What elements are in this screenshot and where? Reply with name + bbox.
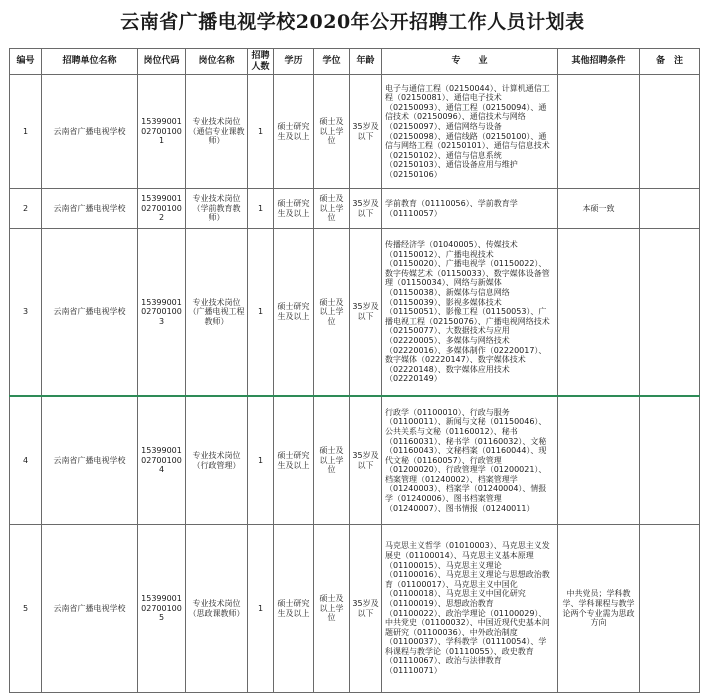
cell-degree: 硕士及以上学位 xyxy=(314,189,350,229)
cell-note xyxy=(640,396,700,525)
header-code: 岗位代码 xyxy=(138,49,186,75)
header-row xyxy=(10,49,700,75)
cell-post: 专业技术岗位（通信专业课教师） xyxy=(186,75,248,189)
page-title: 云南省广播电视学校2020年公开招聘工作人员计划表 xyxy=(120,11,585,33)
cell-note xyxy=(640,189,700,229)
header-no: 编号 xyxy=(10,49,42,75)
header-unit: 招聘单位名称 xyxy=(42,49,138,75)
table-row xyxy=(10,75,700,189)
header-age: 年龄 xyxy=(350,49,382,75)
cell-count: 1 xyxy=(248,189,274,229)
cell-post: 专业技术岗位（行政管理） xyxy=(186,396,248,525)
cell-degree: 硕士及以上学位 xyxy=(314,75,350,189)
cell-age: 35岁及以下 xyxy=(350,396,382,525)
header-degree: 学位 xyxy=(314,49,350,75)
header-major: 专 业 xyxy=(382,49,558,75)
cell-major: 学前教育（01110056）、学前教育学（01110057） xyxy=(382,189,558,229)
cell-count: 1 xyxy=(248,75,274,189)
cell-code: 15399001027001002 xyxy=(138,189,186,229)
cell-edu: 硕士研究生及以上 xyxy=(274,189,314,229)
cell-age: 35岁及以下 xyxy=(350,525,382,693)
cell-post: 专业技术岗位（思政课教师） xyxy=(186,525,248,693)
cell-age: 35岁及以下 xyxy=(350,189,382,229)
cell-no: 4 xyxy=(10,396,42,525)
cell-cond: 中共党员；学科教学、学科课程与教学论两个专业需为思政方向 xyxy=(558,525,640,693)
cell-note xyxy=(640,75,700,189)
cell-major: 电子与通信工程（02150044）、计算机通信工程（02150081）、通信电子技术（02150093）、通信工程（02150094）、通信技术（02150096）、通信技术与网络（02150097）、通信网络与设备（02150098）、通信线路（02150100）、通信与网络工程（02150101）、通信与信息技术（02150102）、通信与信息系统（02150103）、通信设备应用与维护（02150106） xyxy=(382,75,558,189)
cell-degree: 硕士及以上学位 xyxy=(314,525,350,693)
cell-no: 1 xyxy=(10,75,42,189)
cell-code: 15399001027001001 xyxy=(138,75,186,189)
header-cond: 其他招聘条件 xyxy=(558,49,640,75)
table-row xyxy=(10,396,700,525)
cell-note xyxy=(640,229,700,397)
cell-edu: 硕士研究生及以上 xyxy=(274,75,314,189)
cell-degree: 硕士及以上学位 xyxy=(314,396,350,525)
table-row xyxy=(10,189,700,229)
recruitment-table xyxy=(9,48,700,693)
cell-code: 15399001027001004 xyxy=(138,396,186,525)
cell-no: 3 xyxy=(10,229,42,397)
cell-post: 专业技术岗位（学前教育教师） xyxy=(186,189,248,229)
cell-count: 1 xyxy=(248,396,274,525)
header-count: 招聘人数 xyxy=(248,49,274,75)
cell-no: 2 xyxy=(10,189,42,229)
cell-edu: 硕士研究生及以上 xyxy=(274,229,314,397)
table-row xyxy=(10,525,700,693)
header-note: 备 注 xyxy=(640,49,700,75)
cell-major: 行政学（01100010）、行政与服务（01100011）、新闻与文秘（01150046）、公共关系与文秘（01160012）、秘书（01160031）、秘书学（01160032）、文秘（01160043）、文秘档案（01160044）、现代文秘（01160057）、行政管理（01200020）、行政管理学（01200021）、档案管理（01240002）、档案管理学（01240003）、档案学（01240004）、情报学（01240006）、图书档案管理（01240007）、图书情报（01240011） xyxy=(382,396,558,525)
cell-age: 35岁及以下 xyxy=(350,229,382,397)
cell-cond: 本硕一致 xyxy=(558,189,640,229)
cell-cond xyxy=(558,396,640,525)
cell-cond xyxy=(558,75,640,189)
cell-unit: 云南省广播电视学校 xyxy=(42,396,138,525)
cell-cond xyxy=(558,229,640,397)
cell-unit: 云南省广播电视学校 xyxy=(42,525,138,693)
cell-age: 35岁及以下 xyxy=(350,75,382,189)
header-post: 岗位名称 xyxy=(186,49,248,75)
cell-unit: 云南省广播电视学校 xyxy=(42,75,138,189)
cell-degree: 硕士及以上学位 xyxy=(314,229,350,397)
cell-edu: 硕士研究生及以上 xyxy=(274,525,314,693)
cell-unit: 云南省广播电视学校 xyxy=(42,229,138,397)
cell-major: 马克思主义哲学（01010003）、马克思主义发展史（01100014）、马克思主义基本原理（01100015）、马克思主义理论（01100016）、马克思主义理论与思想政治教育（01100017）、马克思主义中国化（01100018）、马克思主义中国化研究（01100019）、思想政治教育（01100022）、政治学理论（01100029）、中共党史（01100032）、中国近现代史基本问题研究（01100036）、中外政治制度（01100037）、学科教学（01110054）、学科课程与教学论（01110055）、政史教育（01110067）、政治与法律教育（01110071） xyxy=(382,525,558,693)
cell-post: 专业技术岗位（广播电视工程教师） xyxy=(186,229,248,397)
header-edu: 学历 xyxy=(274,49,314,75)
cell-no: 5 xyxy=(10,525,42,693)
cell-count: 1 xyxy=(248,525,274,693)
cell-major: 传播经济学（01040005）、传媒技术（01150012）、广播电视技术（01150020）、广播电视学（01150022）、数字传媒艺术（01150033）、数字媒体设备管理（01150034）、网络与新媒体（01150038）、新媒体与信息网络（01150039）、影视多媒体技术（01150051）、影像工程（01150053）、广播电视工程（02150076）、广播电视网络技术（02150077）、大数据技术与应用（02220005）、多媒体与网络技术（02220016）、多媒体制作（02220017）、数字媒体（02220147）、数字媒体技术（02220148）、数字媒体应用技术（02220149） xyxy=(382,229,558,397)
cell-unit: 云南省广播电视学校 xyxy=(42,189,138,229)
cell-code: 15399001027001005 xyxy=(138,525,186,693)
cell-note xyxy=(640,525,700,693)
cell-code: 15399001027001003 xyxy=(138,229,186,397)
cell-count: 1 xyxy=(248,229,274,397)
table-row xyxy=(10,229,700,397)
cell-edu: 硕士研究生及以上 xyxy=(274,396,314,525)
